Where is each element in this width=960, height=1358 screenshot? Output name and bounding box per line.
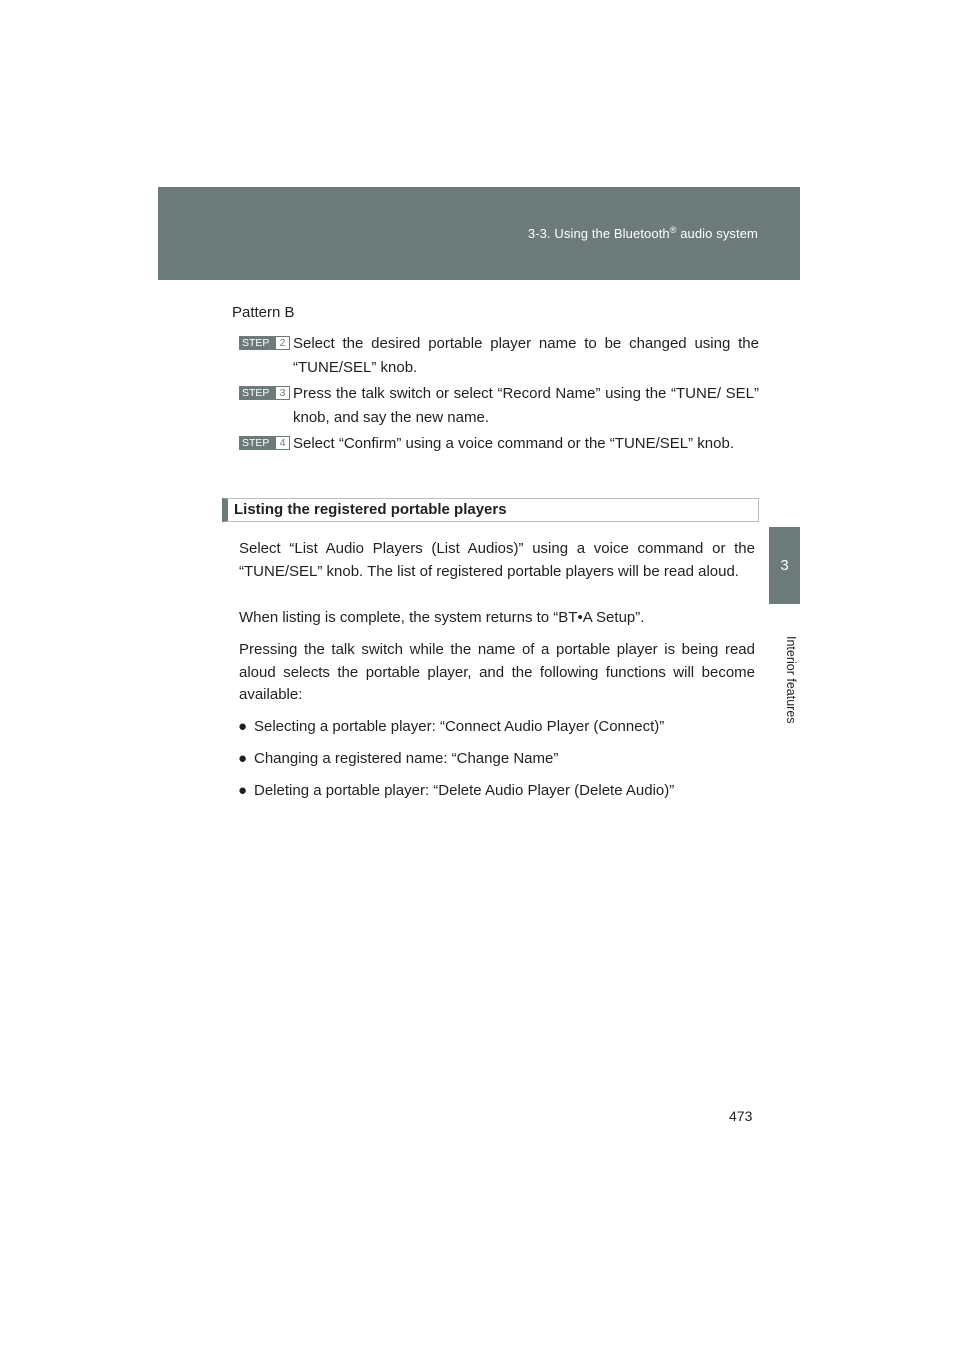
registered-mark: ® [669,225,677,235]
bullet-text: Selecting a portable player: “Connect Audio Player (Connect)” [254,718,665,735]
step-badge-number: 3 [276,387,289,399]
paragraph-return-note: When listing is complete, the system returns to “BT•A Setup”. [239,609,645,626]
step-badge [239,436,290,450]
bullet-text: Deleting a portable player: “Delete Audio Player (Delete Audio)” [254,782,675,799]
step-badge [239,336,290,350]
bullet-item [238,716,758,738]
section-title-tail: audio system [676,226,758,241]
bullet-text: Changing a registered name: “Change Name” [254,750,559,767]
pattern-title: Pattern B [232,304,295,321]
step-badge-word: STEP [242,437,270,449]
bullet-dot-icon: ● [238,718,248,735]
step-text: Press the talk switch or select “Record Name” using the “TUNE/ SEL” knob, and say the new name. [293,385,759,426]
page-number: 473 [729,1108,753,1124]
bullet-item [238,780,758,802]
paragraph-talk-switch: Pressing the talk switch while the name of a portable player is being read aloud selects the portable player, and the following functions will become available: [239,641,755,703]
step-badge [239,386,290,400]
step-badge-number: 2 [276,337,289,349]
subheading: Listing the registered portable players [222,498,759,522]
step-badge-word: STEP [242,387,270,399]
step-badge-number: 4 [276,437,289,449]
step-2 [239,332,759,380]
section-title [528,225,758,241]
bullet-dot-icon: ● [238,782,248,799]
step-text: Select “Confirm” using a voice command or the “TUNE/SEL” knob. [293,435,734,452]
paragraph-list-instructions: Select “List Audio Players (List Audios)” using a voice command or the “TUNE/SEL” knob. The list of registered portable players will be read aloud. [239,540,755,580]
section-title-main: 3-3. Using the Bluetooth [527,226,670,241]
chapter-label: Interior features [784,636,798,724]
chapter-number: 3 [780,557,789,574]
step-text: Select the desired portable player name to be changed using the “TUNE/SEL” knob. [293,335,759,376]
step-badge-word: STEP [242,337,270,349]
chapter-tab [769,527,800,604]
step-4 [239,432,759,456]
header-band [158,187,800,280]
bullet-dot-icon: ● [238,750,248,767]
step-3 [239,382,759,430]
bullet-item [238,748,758,770]
